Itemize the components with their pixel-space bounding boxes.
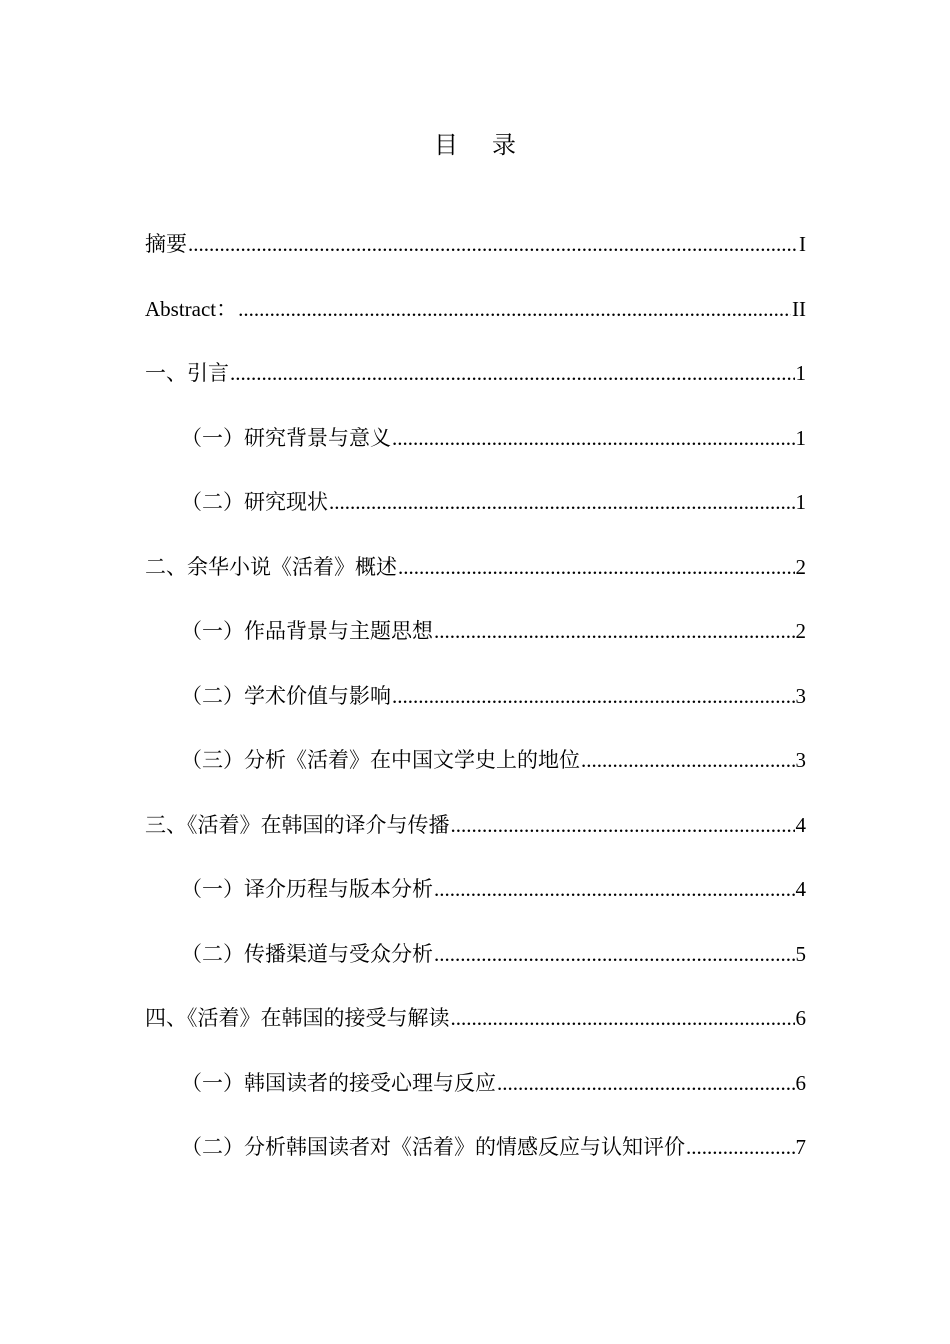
- toc-entry-label: （一）韩国读者的接受心理与反应: [181, 1070, 496, 1095]
- toc-entry-label: （二）研究现状: [181, 490, 328, 514]
- toc-title: 目 录: [434, 133, 530, 159]
- toc-entry-page: 5: [795, 941, 806, 966]
- toc-entry[interactable]: [145, 484, 806, 549]
- toc-entry-page: 6: [795, 1006, 806, 1030]
- toc-entry-page: 2: [795, 619, 806, 643]
- toc-entry-label: 摘要: [145, 232, 187, 256]
- toc-entry[interactable]: [145, 742, 806, 807]
- dot-leader: [392, 420, 795, 456]
- toc-entry[interactable]: [145, 1000, 806, 1065]
- toc-entry[interactable]: [145, 1129, 806, 1194]
- toc-entry-page: 3: [795, 748, 806, 772]
- toc-entry-label: 一、引言: [145, 361, 229, 385]
- dot-leader: [451, 807, 795, 843]
- toc-entry-label: 三、《活着》在韩国的译介与传播: [145, 812, 450, 837]
- toc-entry-page: 3: [795, 683, 806, 708]
- toc-entry-label: （三）分析《活着》在中国文学史上的地位: [181, 748, 580, 772]
- toc-entry-page: 1: [795, 425, 806, 450]
- toc-entry-page: II: [792, 296, 806, 321]
- toc-entry-page: 6: [795, 1070, 806, 1095]
- toc-entry[interactable]: [145, 549, 806, 614]
- dot-leader: [392, 678, 795, 714]
- toc-entry-page: 2: [795, 554, 806, 579]
- dot-leader: [581, 742, 795, 778]
- dot-leader: [230, 355, 795, 391]
- toc-entry-page: 1: [795, 361, 806, 385]
- toc-entry[interactable]: [145, 807, 806, 872]
- toc-entry-label: （二）分析韩国读者对《活着》的情感反应与认知评价: [181, 1135, 685, 1159]
- dot-leader: [497, 1065, 795, 1101]
- toc-entry[interactable]: [145, 420, 806, 485]
- toc-entry-label: （一）作品背景与主题思想: [181, 619, 433, 643]
- dot-leader: [686, 1129, 795, 1165]
- toc-entry-page: 1: [795, 490, 806, 514]
- toc-entry-label: （二）传播渠道与受众分析: [181, 941, 433, 966]
- dot-leader: [434, 613, 795, 649]
- dot-leader: [451, 1000, 795, 1036]
- toc-entry-label: （一）译介历程与版本分析: [181, 877, 433, 901]
- toc-entry-label: 二、余华小说《活着》概述: [145, 554, 397, 579]
- dot-leader: [398, 549, 795, 585]
- toc-entry-page: 4: [795, 877, 806, 901]
- dot-leader: [238, 291, 791, 327]
- toc-entry-page: 7: [795, 1135, 806, 1159]
- toc-entry[interactable]: [145, 1065, 806, 1130]
- toc-entry-label: 四、《活着》在韩国的接受与解读: [145, 1006, 450, 1030]
- toc-entry-page: I: [799, 232, 806, 256]
- toc-entry-label: （一）研究背景与意义: [181, 425, 391, 450]
- toc-entry[interactable]: [145, 226, 806, 291]
- toc-list: [145, 226, 806, 1194]
- toc-entry[interactable]: [145, 291, 806, 356]
- toc-entry[interactable]: [145, 613, 806, 678]
- dot-leader: [188, 226, 798, 262]
- toc-entry-label: Abstract：: [145, 296, 238, 321]
- toc-entry[interactable]: [145, 355, 806, 420]
- toc-entry-page: 4: [795, 812, 806, 837]
- dot-leader: [329, 484, 795, 520]
- dot-leader: [434, 871, 795, 907]
- toc-entry[interactable]: [145, 936, 806, 1001]
- dot-leader: [434, 936, 795, 972]
- toc-entry[interactable]: [145, 871, 806, 936]
- toc-entry[interactable]: [145, 678, 806, 743]
- toc-entry-label: （二）学术价值与影响: [181, 683, 391, 708]
